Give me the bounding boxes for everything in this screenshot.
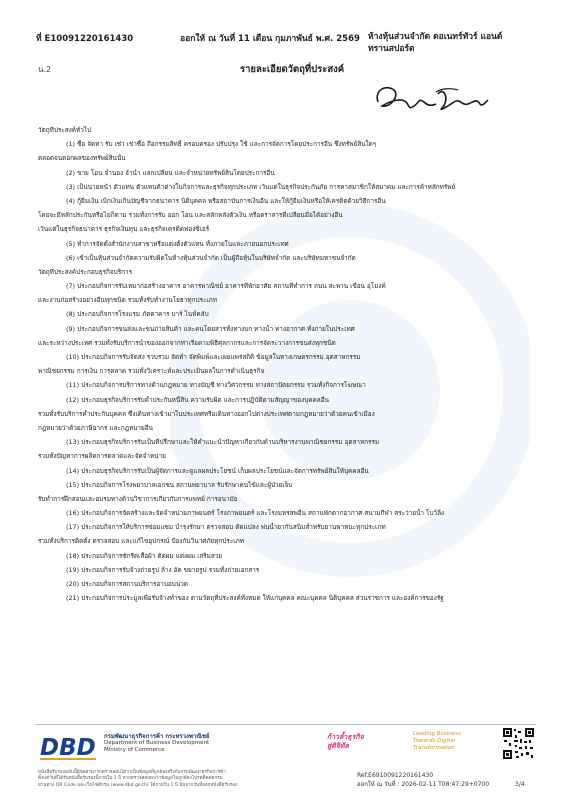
issue-date: ออกให้ ณ วันที่ 11 เดือน กุมภาพันธ์ พ.ศ. 2569 <box>180 34 360 44</box>
page-label: น.2 <box>38 65 52 74</box>
signature-image <box>372 76 492 118</box>
page-count: 3/4 <box>515 781 525 788</box>
objectives-body <box>38 126 540 608</box>
objective-line: (1) ซื้อ จัดหา รับ เช่า เช่าซื้อ ถือกรรมสิทธิ์ ครอบครอง ปรับปรุง ใช้ และการจัดการโดยประการอื่น ซึ่งทรัพย์สินใดๆ <box>66 140 377 149</box>
issued-timestamp: ออกให้ ณ วันที่ : 2026-02-11 T08:47:29+0700 <box>357 781 490 788</box>
objective-line: (10) ประกอบกิจการรับจัดส่ง รวบรวม จัดทำ จัดพิมพ์และเผยแพร่สถิติ ข้อมูลในทางเกษตรกรรม อุตสาหกรรม <box>66 353 361 361</box>
slogan-english-line: Towards Digital <box>413 738 456 744</box>
objective-line: รับทำการฝึกสอนและอบรมทางด้านวิชาการเกี่ยวกับการแพทย์ การอนามัย <box>38 494 238 503</box>
document-id: ที่ E10091220161430 <box>36 34 134 44</box>
objective-line: (5) ทำการจัดตั้งสำนักงานสาขาหรือแต่งตั้งตัวแทน ทั้งภายในและภายนอกประเทศ <box>66 239 289 248</box>
company-name: ห้างหุ้นส่วนจำกัด ดอเนทร์ทัวร์ แอนด์ ทรานสปอร์ต <box>368 32 503 54</box>
disclaimer-line: ผ่านทาง QR Code และเว็บไซต์กรม (www.dbd.go.th) ได้ภายใน 1 ปี นับจากวันที่ออกหนังสือรับรอง <box>38 782 238 788</box>
objective-line: (12) ประกอบธุรกิจบริการรับค้ำประกันหนี้สิน ความรับผิด และการปฏิบัติตามสัญญาของบุคคลอื่น <box>66 395 329 404</box>
ministry-block <box>104 733 209 754</box>
objective-line: (6) เข้าเป็นหุ้นส่วนจำกัดความรับผิดในห้างหุ้นส่วนจำกัด เป็นผู้ถือหุ้นในบริษัทจำกัด และบริษัทมหาชนจำกัด <box>66 253 356 262</box>
reference-block <box>357 771 489 789</box>
qr-code-icon[interactable] <box>502 727 535 760</box>
slogan-english-line: Leading Business <box>413 731 461 737</box>
disclaimer-line: หนังสือรับรองฉบับนี้ผู้ขอสามารถตรวจสอบได้ว่าเป็นข้อมูลที่ถูกต้องจริงกับกรมพัฒนาธุรกิจการค้า <box>38 770 226 775</box>
section-heading-services: วัตถุที่ประสงค์ประกอบธุรกิจบริการ <box>38 267 133 276</box>
objective-line: (4) กู้ยืมเงิน เบิกเงินเกินบัญชีจากธนาคาร นิติบุคคล หรือสถาบันการเงินอื่น และให้กู้ยืมเงินหรือให้เครดิตด้วยวิธีการอื่น <box>66 196 386 205</box>
objective-line: (16) ประกอบกิจการจัดสร้างและจัดจำหน่ายภาพยนตร์ โรงภาพยนตร์ และโรงมหรสพอื่น สถานพักตากอากาศ สนามกีฬา สระว่ายน้ำ โบว์ลิ่ง <box>66 509 445 518</box>
objective-line: (15) ประกอบกิจการโรงพยาบาลเอกชน สถานพยาบาล รับรักษาคนไข้และผู้ป่วยเจ็บ <box>66 480 293 489</box>
objective-line: รวมทั้งรับบริการค้ำประกันบุคคล ซึ่งเดินทางเข้ามาในประเทศหรือเดินทางออกไปต่างประเทศตามกฎหมายว่าด้วยคนเข้าเมือง <box>38 409 375 418</box>
objective-line: โดยจะมีหลักประกันหรือไม่ก็ตาม รวมทั้งการรับ ออก โอน และสลักหลังตั๋วเงิน หรือตราสารที่เปลี่ยนมือได้อย่างอื่น <box>38 211 343 220</box>
objective-line: เว้นแต่ในธุรกิจธนาคาร ธุรกิจเงินทุน และธุรกิจเครดิตฟองซิเอร์ <box>38 225 210 234</box>
dbd-logo-icon <box>38 730 100 762</box>
objective-line: และระหว่างประเทศ รวมทั้งรับบริการนำของออกจากท่าเรือตามพิธีศุลกากรและการจัดระวางการขนส่งทุกชนิด <box>38 338 336 347</box>
objective-line: กฎหมายว่าด้วยภาษีอากร และกฎหมายอื่น <box>38 423 153 432</box>
objective-line: รวมทั้งบริการติดตั้ง ตรวจสอบ และแก้ไขอุปกรณ์ ป้องกันวินาศภัยทุกประเภท <box>38 537 244 546</box>
ministry-name-en: Ministry of Commerce <box>104 747 165 753</box>
objective-line: และงานก่อสร้างอย่างอื่นทุกชนิด รวมทั้งรับทำงานโยธาทุกประเภท <box>38 296 217 305</box>
objective-line: (8) ประกอบกิจการโรงแรม ภัตตาคาร บาร์ ไนท์คลับ <box>66 310 209 319</box>
slogan-thai <box>327 733 364 751</box>
footer-divider <box>36 724 536 725</box>
objective-line: (3) เป็นนายหน้า ตัวแทน ตัวแทนค้าต่างในกิจการและธุรกิจทุกประเภท เว้นแต่ในธุรกิจประกันภัย การหาสมาชิกให้สมาคม และการค้าหลักทรัพย์ <box>66 182 456 191</box>
department-name-th: กรมพัฒนาธุรกิจการค้า กระทรวงพาณิชย์ <box>104 733 210 740</box>
slogan-thai-line: สู่ดิจิทัล <box>327 742 349 750</box>
objective-line: ตลอดจนดอกผลของทรัพย์สินนั้น <box>38 154 126 163</box>
svg-text:DBD: DBD <box>40 735 96 761</box>
objective-line: (7) ประกอบกิจการรับเหมาก่อสร้างอาคาร อาคารพาณิชย์ อาคารที่พักอาศัย สถานที่ทำการ ถนน สะพาน เขื่อน อุโมงค์ <box>66 282 386 291</box>
department-name-en: Department of Business Development <box>104 740 210 746</box>
disclaimer-line: ตั้งแต่วันที่ได้รับหนังสือรับรองนี้ภายใน 1 ปี หากตรวจสอบพบว่าข้อมูลไม่ถูกต้องโปรดติดต่อกรม <box>38 776 223 782</box>
objective-line: (17) ประกอบกิจการให้บริการซ่อมแซม บำรุงรักษา ตรวจสอบ ดัดแปลง พ่นน้ำยากันสนิมสำหรับยานพาหนะทุกประเภท <box>66 523 386 532</box>
objective-line: (13) ประกอบธุรกิจบริการรับเป็นที่ปรึกษาและให้คำแนะนำปัญหาเกี่ยวกับด้านบริหารงานพาณิชยกรรม อุตสาหกรรม <box>66 438 380 447</box>
slogan-english-line: Transformation <box>413 745 455 751</box>
disclaimer-note <box>38 770 338 789</box>
objective-line: (14) ประกอบธุรกิจบริการรับเป็นผู้จัดการและดูแลผลประโยชน์ เก็บผลประโยชน์และจัดการทรัพย์สินให้บุคคลอื่น <box>66 466 369 475</box>
objective-line: รวมทั้งปัญหาการผลิตการตลาดและจัดจำหน่าย <box>38 452 166 461</box>
objective-line: (18) ประกอบกิจการซักรีดเสื้อผ้า ตัดผม แต่งผม เสริมสวย <box>66 551 223 560</box>
reference-number: Ref.E6910091220161430 <box>357 772 434 779</box>
slogan-english <box>413 731 461 752</box>
objective-line: (11) ประกอบกิจการบริการทางด้านกฎหมาย ทางบัญชี ทางวิศวกรรม ทางสถาปัตยกรรม รวมทั้งกิจการโฆษณา <box>66 381 366 390</box>
objective-line: (2) ขาย โอน จำนอง จำนำ แลกเปลี่ยน และจำหน่ายทรัพย์สินโดยประการอื่น <box>66 168 275 177</box>
objective-line: (21) ประกอบกิจการประมูลเพื่อรับจ้างทำของ ตามวัตถุที่ประสงค์ทั้งหมด ให้แก่บุคคล คณะบุคคล นิติบุคคล ส่วนราชการ และองค์การของรัฐ <box>66 594 444 603</box>
slogan-thai-line: ก้าวล้ำธุรกิจ <box>327 733 364 741</box>
section-heading-general: วัตถุที่ประสงค์ทั่วไป <box>38 126 92 134</box>
objective-line: (20) ประกอบกิจการสถานบริการอาบอบนวด <box>66 580 188 588</box>
objective-line: (19) ประกอบกิจการรับจ้างถ่ายรูป ล้าง อัด ขยายรูป รวมทั้งถ่ายเอกสาร <box>66 565 260 574</box>
objective-line: (9) ประกอบกิจการขนส่งและขนถ่ายสินค้า และคนโดยสารทั้งทางบก ทางน้ำ ทางอากาศ ทั้งภายในประเทศ <box>66 324 355 333</box>
objective-line: พาณิชยกรรม การเงิน การตลาด รวมทั้งวิเคราะห์และประเมินผลในการดำเนินธุรกิจ <box>38 367 265 376</box>
page-title: รายละเอียดวัตถุที่ประสงค์ <box>240 64 345 75</box>
